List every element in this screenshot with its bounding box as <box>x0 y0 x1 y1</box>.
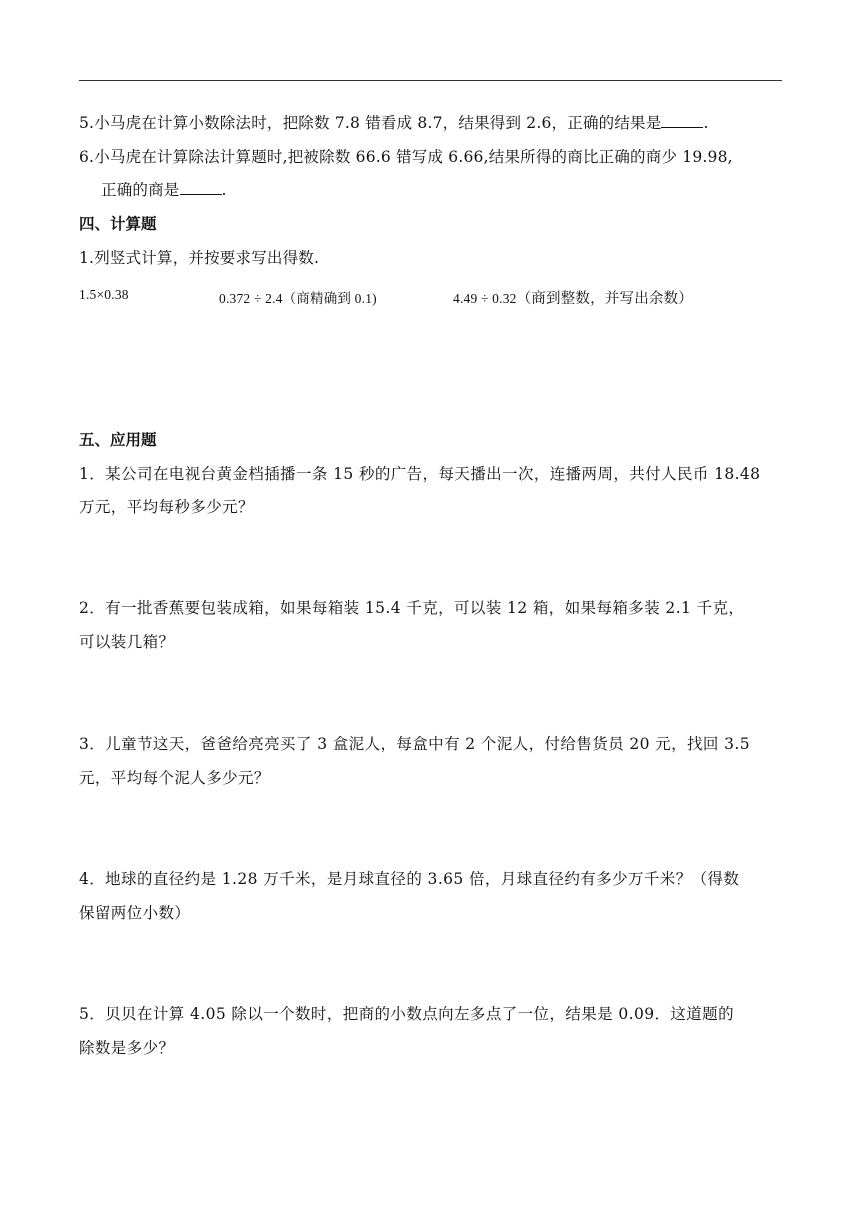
answer-blank[interactable] <box>661 114 703 128</box>
calc-item-3: 4.49 ÷ 0.32（商到整数，并写出余数） <box>453 291 694 307</box>
apply-problem-5-line2: 除数是多少？ <box>79 1039 175 1057</box>
calc-item-1: 1.5×0.38 <box>79 287 129 302</box>
apply-problem-4-line1: 4．地球的直径约是 1.28 万千米，是月球直径的 3.65 倍，月球直径约有多少万千米？（得数 <box>79 870 740 888</box>
header-rule <box>79 80 782 81</box>
fill-question-6-line1: 6.小马虎在计算除法计算题时,把被除数 66.6 错写成 6.66,结果所得的商比正确的商少 19.98, <box>79 148 733 166</box>
apply-problem-2-line2: 可以装几箱？ <box>79 633 175 651</box>
apply-problem-3-line1: 3．儿童节这天，爸爸给亮亮买了 3 盒泥人，每盒中有 2 个泥人，付给售货员 20 元，找回 3.5 <box>79 735 750 753</box>
fill-question-5: 5.小马虎在计算小数除法时，把除数 7.8 错看成 8.7，结果得到 2.6，正确的结果是 . <box>79 114 709 132</box>
apply-problem-2-line1: 2．有一批香蕉要包装成箱，如果每箱装 15.4 千克，可以装 12 箱，如果每箱多装 2.1 千克， <box>79 599 745 617</box>
apply-problem-3-line2: 元，平均每个泥人多少元？ <box>79 769 270 787</box>
calc-intro: 1.列竖式计算，并按要求写出得数. <box>79 249 320 267</box>
section-heading-apply: 五、应用题 <box>79 431 157 449</box>
calc-item-2: 0.372 ÷ 2.4（商精确到 0.1) <box>219 291 377 306</box>
fill-question-6-line2: 正确的商是 . <box>101 181 227 199</box>
section-heading-calc: 四、计算题 <box>79 215 157 233</box>
apply-problem-1-line2: 万元，平均每秒多少元？ <box>79 498 254 516</box>
apply-problem-1-line1: 1．某公司在电视台黄金档插播一条 15 秒的广告，每天播出一次，连播两周，共付人民币 18.48 <box>79 465 761 483</box>
apply-problem-4-line2: 保留两位小数） <box>79 904 191 922</box>
answer-blank[interactable] <box>180 181 222 195</box>
apply-problem-5-line1: 5．贝贝在计算 4.05 除以一个数时，把商的小数点向左多点了一位，结果是 0.09．这道题的 <box>79 1005 734 1023</box>
